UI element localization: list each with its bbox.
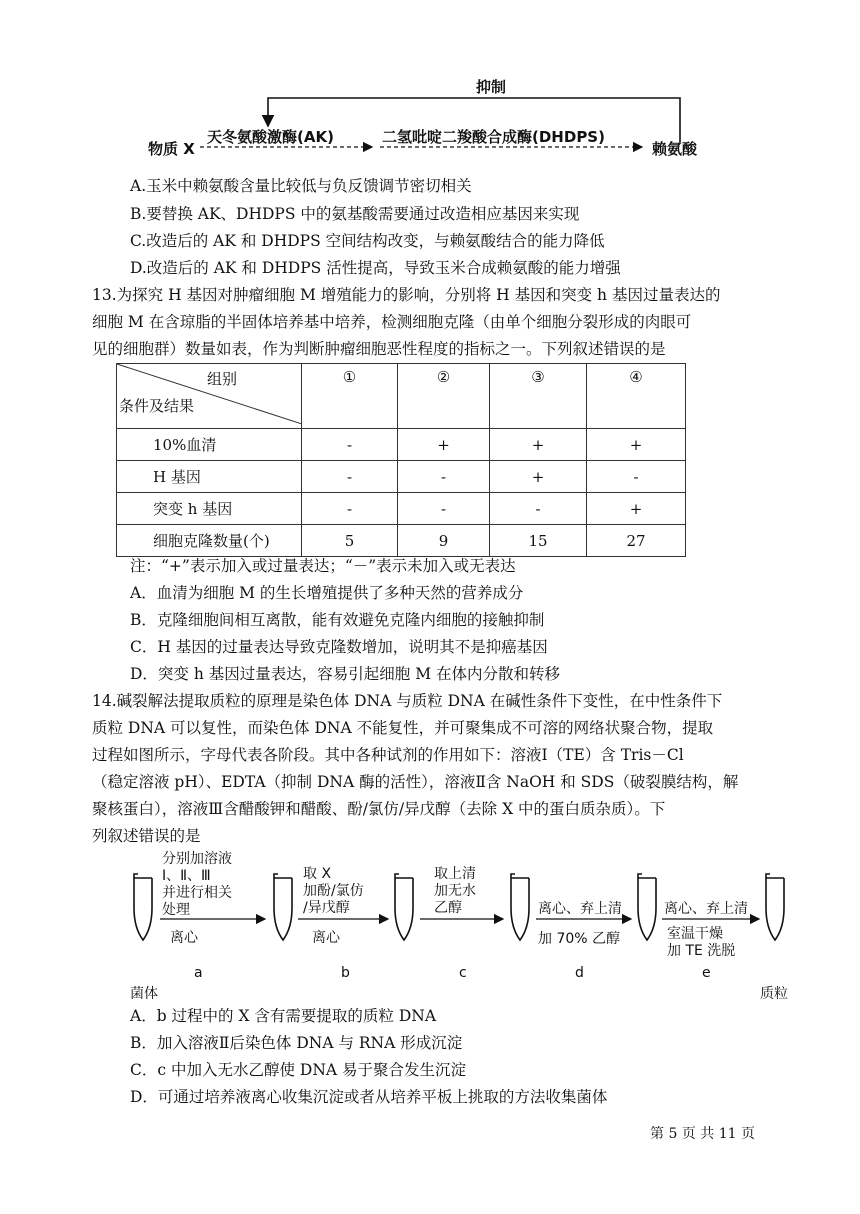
table-cell: - [587,461,686,493]
step-text: /异戊醇 [303,900,350,916]
step-text: 分别加溶液 [162,851,232,867]
page-number-footer: 第 5 页 共 11 页 [650,1126,755,1142]
step-text: 加无水 [434,883,476,899]
q14-stem-line: 过程如图所示，字母代表各阶段。其中各种试剂的作用如下：溶液Ⅰ（TE）含 Tris－Cl [92,746,684,764]
step-e-letter: e [702,965,711,981]
end-label-plasmid: 质粒 [760,986,788,1002]
step-a-letter: a [194,965,203,981]
table-cell: - [398,461,490,493]
step-e-above: 离心、弃上清 [664,901,748,917]
table-cell: + [490,461,587,493]
start-label-bacteria: 菌体 [130,986,158,1002]
q12-option-d: D.改造后的 AK 和 DHDPS 活性提高，导致玉米合成赖氨酸的能力增强 [130,259,621,277]
step-text: Ⅰ、Ⅱ、Ⅲ [162,868,211,884]
step-d-letter: d [575,965,584,981]
q14-option-a: A．b 过程中的 X 含有需要提取的质粒 DNA [130,1007,437,1025]
inhibit-label: 抑制 [476,78,507,96]
q14-stem-line: 质粒 DNA 可以复性，而染色体 DNA 不能复性，并可聚集成不可溶的网络状聚合物，提取 [92,719,714,737]
group-header: ② [398,364,490,429]
row-label: 细胞克隆数量(个) [117,525,302,557]
q14-option-c: C．c 中加入无水乙醇使 DNA 易于聚合发生沉淀 [130,1061,467,1079]
step-a-above [162,851,232,919]
q14-stem-line: 列叙述错误的是 [92,827,201,845]
q14-stem-line: （稳定溶液 pH）、EDTA（抑制 DNA 酶的活性），溶液Ⅱ含 NaOH 和 SDS（破裂膜结构，解 [92,773,739,791]
step-text: 加 TE 洗脱 [667,943,736,959]
q13-option-a: A．血清为细胞 M 的生长增殖提供了多种天然的营养成分 [130,584,524,602]
table-cell: - [302,429,398,461]
q13-stem-line: 见的细胞群）数量如表，作为判断肿瘤细胞恶性程度的指标之一。下列叙述错误的是 [92,340,666,358]
q14-stem-line: 聚核蛋白），溶液Ⅲ含醋酸钾和醋酸、酚/氯仿/异戊醇（去除 X 中的蛋白质杂质）。下 [92,800,666,818]
q13-stem-line: 13.为探究 H 基因对肿瘤细胞 M 增殖能力的影响，分别将 H 基因和突变 h 基因过量表达的 [92,286,721,304]
table-cell: + [587,493,686,525]
lysine-label: 赖氨酸 [652,140,698,158]
table-cell: - [302,461,398,493]
q14-option-d: D．可通过培养液离心收集沉淀或者从培养平板上挑取的方法收集菌体 [130,1088,608,1106]
table-cell: + [587,429,686,461]
q12-option-a: A.玉米中赖氨酸含量比较低与负反馈调节密切相关 [130,177,472,195]
step-text: 乙醇 [434,900,462,916]
row-label: 10%血清 [117,429,302,461]
table-cell: 27 [587,525,686,557]
tube-icon [134,874,152,940]
q13-option-d: D．突变 h 基因过量表达，容易引起细胞 M 在体内分散和转移 [130,665,560,683]
step-c-letter: c [459,965,467,981]
enzyme-ak-label: 天冬氨酸激酶(AK) [207,128,334,146]
substance-x-label: 物质 X [148,140,195,158]
step-a-below: 离心 [170,930,198,946]
corner-bottom-label: 条件及结果 [119,397,195,415]
q12-option-b: B.要替换 AK、DHDPS 中的氨基酸需要通过改造相应基因来实现 [130,205,580,223]
group-header: ① [302,364,398,429]
step-c-above [434,866,476,917]
row-label: H 基因 [117,461,302,493]
step-d-below: 加 70% 乙醇 [538,931,621,947]
step-text: 取上清 [434,866,476,882]
table-cell: + [490,429,587,461]
q13-note: 注：“+”表示加入或过量表达；“－”表示未加入或无表达 [130,557,516,575]
row-label: 突变 h 基因 [117,493,302,525]
step-b-below: 离心 [312,930,340,946]
step-text: 并进行相关 [162,885,232,901]
table-cell: - [490,493,587,525]
table-cell: 9 [398,525,490,557]
group-header: ④ [587,364,686,429]
step-text: 处理 [162,902,190,918]
step-text: 加酚/氯仿 [303,883,364,899]
q13-option-c: C．H 基因的过量表达导致克隆数增加，说明其不是抑癌基因 [130,638,548,656]
step-e-below [667,926,735,960]
tube-icon [766,874,784,940]
tube-icon [638,874,656,940]
table-cell: 5 [302,525,398,557]
table-cell: + [398,429,490,461]
tube-icon [395,874,413,940]
step-d-above: 离心、弃上清 [538,901,622,917]
step-b-letter: b [341,965,350,981]
q14-stem-line: 14.碱裂解法提取质粒的原理是染色体 DNA 与质粒 DNA 在碱性条件下变性，在中性条件下 [92,692,723,710]
q13-stem-line: 细胞 M 在含琼脂的半固体培养基中培养，检测细胞克隆（由单个细胞分裂形成的肉眼可 [92,313,692,331]
q12-option-c: C.改造后的 AK 和 DHDPS 空间结构改变，与赖氨酸结合的能力降低 [130,232,605,250]
tube-icon [274,874,292,940]
step-text: 取 X [303,866,332,882]
step-text: 室温干燥 [667,926,723,942]
enzyme-dhdps-label: 二氢吡啶二羧酸合成酶(DHDPS) [382,128,605,146]
table-cell: - [302,493,398,525]
tube-icon [511,874,529,940]
step-b-above [303,866,364,917]
group-header: ③ [490,364,587,429]
corner-top-label: 组别 [207,370,238,388]
table-cell: 15 [490,525,587,557]
q13-option-b: B．克隆细胞间相互离散，能有效避免克隆内细胞的接触抑制 [130,611,545,629]
table-cell: - [398,493,490,525]
q14-option-b: B．加入溶液Ⅱ后染色体 DNA 与 RNA 形成沉淀 [130,1034,463,1052]
